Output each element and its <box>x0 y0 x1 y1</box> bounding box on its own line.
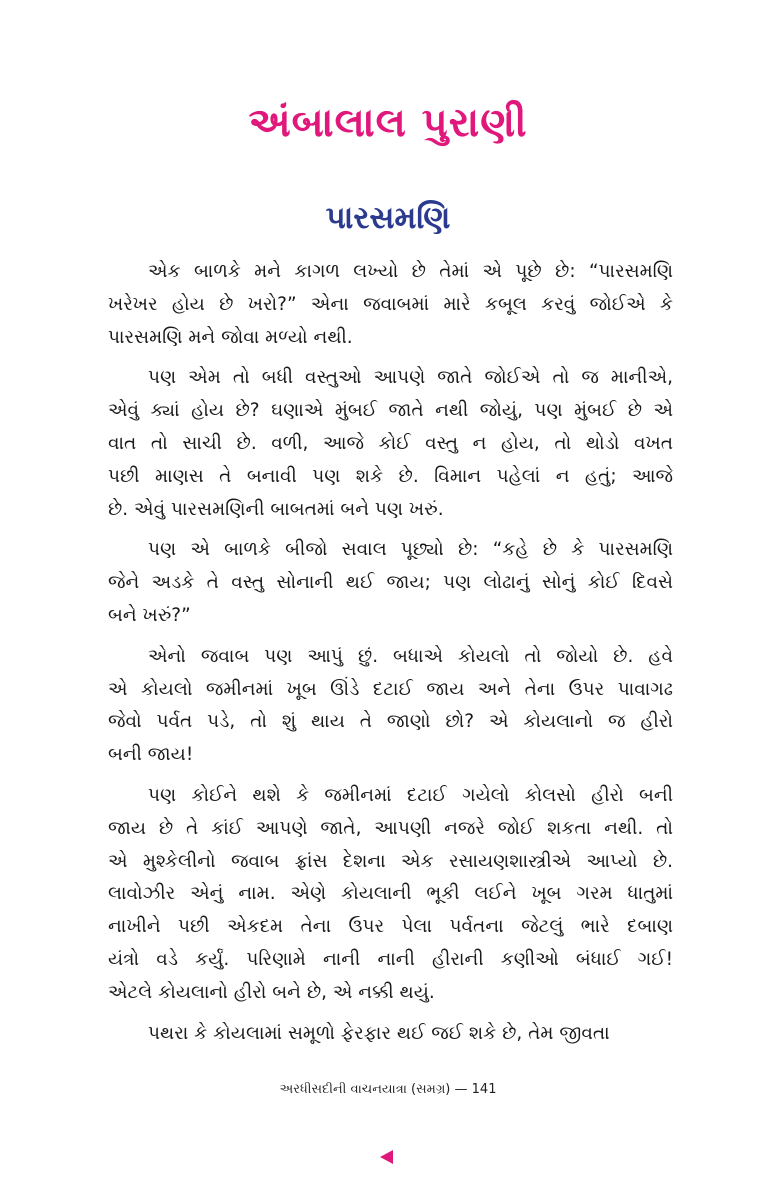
text-line: પછી માણસ તે બનાવી પણ શકે છે. વિમાન પહેલાં ન હતું; આજે <box>108 465 673 487</box>
text-line: એવું ક્યાં હોય છે? ઘણાએ મુંબઈ જાતે નથી જોયું, પણ મુંબઈ છે એ <box>108 400 673 422</box>
previous-page-triangle-left-icon[interactable] <box>380 1150 393 1164</box>
text-line: બને ખરું?” <box>108 604 191 626</box>
paragraph <box>108 534 673 632</box>
text-line: છે. એવું પારસમણિની બાબતમાં બને પણ ખરું. <box>108 498 444 520</box>
text-line: એ કોયલો જમીનમાં ખૂબ ઊંડે દટાઈ જાય અને તેના ઉપર પાવાગઢ <box>108 678 673 700</box>
text-line: પણ એ બાળકે બીજો સવાલ પૂછ્યો છે: “કહે છે કે પારસમણિ <box>148 539 673 561</box>
page-number: 141 <box>471 1082 497 1097</box>
text-line: પણ કોઈને થશે કે જમીનમાં દટાઈ ગયેલો કોલસો હીરો બની <box>148 784 673 806</box>
text-line: પારસમણિ મને જોવા મળ્યો નથી. <box>108 326 353 348</box>
text-line: જેને અડકે તે વસ્તુ સોનાની થઈ જાય; પણ લોઢાનું સોનું કોઈ દિવસે <box>108 572 673 594</box>
text-line: એનો જવાબ પણ આપું છું. બધાએ કોયલો તો જોયો છે. હવે <box>148 645 673 667</box>
page-footer <box>0 1082 776 1097</box>
text-line: જાય છે તે કાંઈ આપણે જાતે, આપણી નજરે જોઈ શકતા નથી. તો <box>108 817 673 839</box>
text-line: એટલે કોયલાનો હીરો બને છે, એ નક્કી થયું. <box>108 981 435 1003</box>
paragraph <box>108 1018 673 1051</box>
text-line: યંત્રો વડે કર્યું. પરિણામે નાની નાની હીરાની કણીઓ બંધાઈ ગઈ! <box>108 948 673 970</box>
paragraph <box>108 362 673 526</box>
text-line: જેવો પર્વત પડે, તો શું થાય તે જાણો છો? એ કોયલાનો જ હીરો <box>108 711 673 733</box>
paragraph <box>108 780 673 1010</box>
text-line: વાત તો સાચી છે. વળી, આજે કોઈ વસ્તુ ન હોય, તો થોડો વખત <box>108 432 673 454</box>
book-title: અરધીસદીની વાચનયાત્રા (સમગ્ર) <box>279 1082 451 1097</box>
paragraph <box>108 641 673 772</box>
body-text <box>108 256 673 1058</box>
text-line: ખરેખર હોય છે ખરો?” એના જવાબમાં મારે કબૂલ કરવું જોઈએ કે <box>108 293 673 315</box>
text-line: પથરા કે કોયલામાં સમૂળો ફેરફાર થઈ જઈ શકે છે, તેમ જીવતા <box>148 1022 610 1044</box>
paragraph <box>108 256 673 354</box>
text-line: એ મુશ્કેલીનો જવાબ ફ્રાંસ દેશના એક રસાયણશાસ્ત્રીએ આપ્યો છે. <box>108 850 673 872</box>
text-line: પણ એમ તો બધી વસ્તુઓ આપણે જાતે જોઈએ તો જ માનીએ, <box>148 367 673 389</box>
footer-separator: — <box>454 1082 468 1097</box>
text-line: નાખીને પછી એકદમ તેના ઉપર પેલા પર્વતના જેટલું ભારે દબાણ <box>108 916 673 938</box>
text-line: એક બાળકે મને કાગળ લખ્યો છે તેમાં એ પૂછે છે: “પારસમણિ <box>148 261 673 282</box>
chapter-title: પારસમણિ <box>325 200 451 236</box>
author-name: અંબાલાલ પુરાણી <box>248 100 528 146</box>
text-line: લાવોઝીર એનું નામ. એણે કોયલાની ભૂકી લઈને ખૂબ ગરમ ધાતુમાં <box>108 883 673 905</box>
text-line: બની જાય! <box>108 744 194 766</box>
